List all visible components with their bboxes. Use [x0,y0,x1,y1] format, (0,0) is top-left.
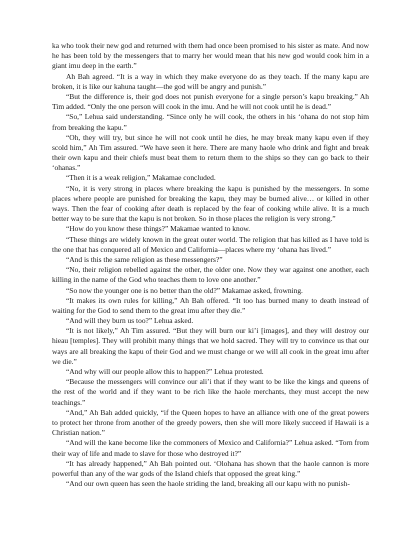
paragraph: “So,” Lehua said understanding. “Since only he will cook, the others in his ‘ohana do not stop him from breaking the kapu.” [52,112,369,132]
paragraph: “So now the younger one is no better than the old?” Makamae asked, frowning. [66,285,303,295]
paragraph: “It has already happened,” Ah Bah pointed out. ‘Olohana has shown that the haole cannon is more powerful than any of the war gods of the Island chiefs that opposed the great king.” [52,458,369,478]
paragraph: “But the difference is, their god does not punish everyone for a single person’s kapu breaking.” Ah Tim added. “Only the one person will cook in the imu. And he will not cook until he is dead.” [52,91,369,112]
paragraph: “And why will our people allow this to happen?” Lehua protested. [66,367,264,376]
paragraph: “And,” Ah Bah added quickly, “if the Queen hopes to have an alliance with one of the great powers to protect her throne from another of the greedy powers, then she will more likely succeed if Hawaii is a Christian nation.” [52,407,369,438]
paragraph: “No, their religion rebelled against the other, the older one. Now they war against one another, each killing in the name of the God who teaches them to love one another.” [52,265,369,285]
paragraph: “Oh, they will try, but since he will not cook until he dies, he may break many kapu even if they scold him,” Ah Tim assured. “We have seen it here. There are many haole who drink and fight and break their own kapu and their chiefs must beat them to return them to the ships so they can go back to their ‘ohanas.” [52,132,369,173]
paragraph: Ah Bah agreed. “It is a way in which they make everyone do as they teach. If the many kapu are broken, it is like our kahuna taught—the god will be angry and punish.” [52,71,369,91]
paragraph: “And will the kane become like the commoners of Mexico and California?” Lehua asked. “Torn from their way of life and made to slave for those who destroyed it?” [52,438,369,458]
paragraph: “And our own queen has seen the haole striding the land, breaking all our kapu with no punish- [66,479,350,489]
paragraph: “How do you know these things?” Makamae wanted to know. [66,224,251,234]
paragraph: “Then it is a weak religion,” Makamae concluded. [66,173,216,183]
paragraph: “It is not likely,” Ah Tim assured. “But they will burn our ki’i [images], and they will destroy our hieau [temples]. They will prohibit many things that we hold sacred. They will try to convince us that our ways are all breaking the kapu of their God and we must change or we will all cook in the great imu after we die.” [52,326,369,366]
paragraph: “And will they burn us too?” Lehua asked. [66,316,194,326]
paragraph: “No, it is very strong in places where breaking the kapu is punished by the messengers. In some places where people are punished for breaking the kapu, they may be burned alive… or killed in other ways. Then the fear of cooking after death is replaced by the fear of cooking while alive. It is a much better way to be sure that the kapu is not broken. So in those places the religion is very strong.” [52,183,369,224]
paragraph: “And is this the same religion as these messengers?” [66,254,223,264]
paragraph: “These things are widely known in the great outer world. The religion that has killed as I have told is the one that has conquered all of Mexico and California—places where my ‘ohana has lived.” [52,234,369,254]
paragraph: “Because the messengers will convince our ali’i that if they want to be like the kings and queens of the rest of the world and if they want to be rich like the haole merchants, they must accept the new teachings.” [52,377,369,407]
paragraph: “It makes its own rules for killing,” Ah Bah offered. “It too has burned many to death instead of waiting for the God to send them to the great imu after they die.” [52,295,369,315]
paragraph: ka who took their new god and returned with them had once been promised to his sister as mate. And now he has been told by the messengers that to marry her would mean that his new god would cook him in a giant imu deep in the earth.” [52,41,369,71]
